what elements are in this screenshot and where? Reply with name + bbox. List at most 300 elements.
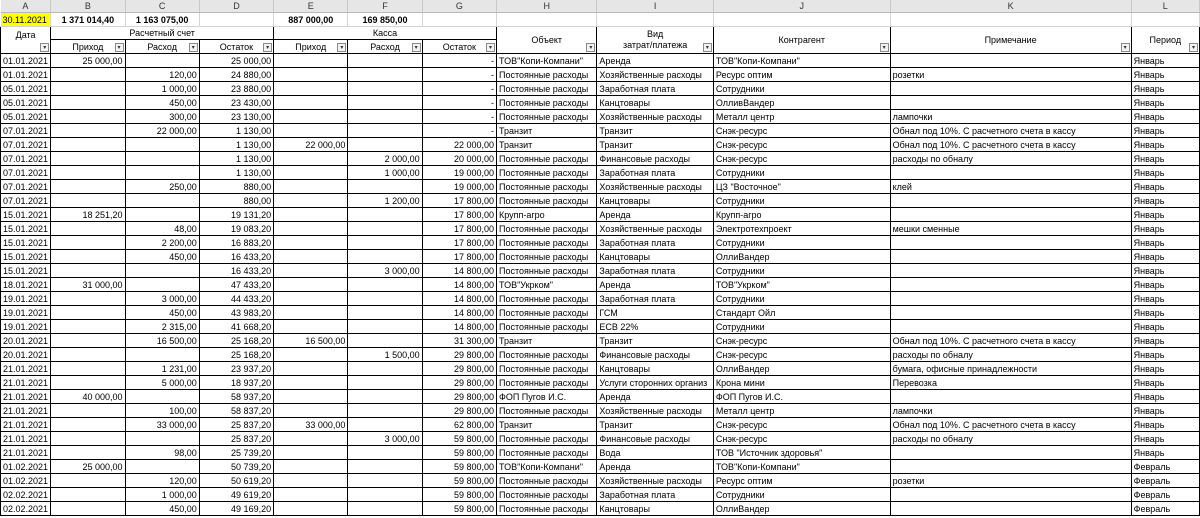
period-cell[interactable]: Январь: [1131, 82, 1199, 96]
date-cell[interactable]: 20.01.2021: [1, 348, 51, 362]
counterparty-cell[interactable]: Снэк-ресурс: [713, 124, 890, 138]
period-cell[interactable]: Февраль: [1131, 460, 1199, 474]
type-cell[interactable]: Финансовые расходы: [597, 152, 713, 166]
period-cell[interactable]: Январь: [1131, 180, 1199, 194]
expense-cell[interactable]: 1 000,00: [125, 488, 199, 502]
balance-cell[interactable]: 23 880,00: [199, 82, 273, 96]
income-cell[interactable]: [51, 82, 125, 96]
expense-cell[interactable]: 450,00: [125, 96, 199, 110]
date-cell[interactable]: 02.02.2021: [1, 488, 51, 502]
object-cell[interactable]: ТОВ"Копи-Компани": [496, 54, 596, 68]
type-cell[interactable]: Хозяйственные расходы: [597, 474, 713, 488]
type-cell[interactable]: Аренда: [597, 390, 713, 404]
type-cell[interactable]: Заработная плата: [597, 264, 713, 278]
type-cell[interactable]: Канцтовары: [597, 502, 713, 516]
cash-income-cell[interactable]: 33 000,00: [274, 418, 348, 432]
empty-cell[interactable]: [713, 13, 890, 27]
cash-balance-cell[interactable]: 22 000,00: [422, 138, 496, 152]
type-cell[interactable]: Заработная плата: [597, 292, 713, 306]
counterparty-cell[interactable]: ТОВ"Укрком": [713, 278, 890, 292]
empty-cell[interactable]: [496, 13, 596, 27]
date-cell[interactable]: 07.01.2021: [1, 124, 51, 138]
date-cell[interactable]: 15.01.2021: [1, 222, 51, 236]
cash-income-cell[interactable]: [274, 96, 348, 110]
header-balance[interactable]: [199, 40, 273, 54]
type-cell[interactable]: Канцтовары: [597, 362, 713, 376]
date-cell[interactable]: 20.01.2021: [1, 334, 51, 348]
filter-dropdown-icon[interactable]: ▾: [880, 43, 889, 52]
cash-expense-cell[interactable]: 3 000,00: [348, 264, 422, 278]
counterparty-cell[interactable]: Сотрудники: [713, 194, 890, 208]
period-cell[interactable]: Январь: [1131, 376, 1199, 390]
counterparty-cell[interactable]: Металл центр: [713, 110, 890, 124]
column-header-g[interactable]: G: [422, 0, 496, 13]
empty-cell[interactable]: [1131, 13, 1199, 27]
period-cell[interactable]: Январь: [1131, 390, 1199, 404]
cash-balance-cell[interactable]: 29 800,00: [422, 404, 496, 418]
balance-cell[interactable]: 880,00: [199, 194, 273, 208]
counterparty-cell[interactable]: ОлливВандер: [713, 96, 890, 110]
object-cell[interactable]: Постоянные расходы: [496, 180, 596, 194]
counterparty-cell[interactable]: Снэк-ресурс: [713, 418, 890, 432]
header-income[interactable]: [51, 40, 125, 54]
expense-cell[interactable]: [125, 348, 199, 362]
period-cell[interactable]: Январь: [1131, 278, 1199, 292]
expense-cell[interactable]: 120,00: [125, 474, 199, 488]
expense-cell[interactable]: 5 000,00: [125, 376, 199, 390]
period-cell[interactable]: Январь: [1131, 292, 1199, 306]
counterparty-cell[interactable]: Сотрудники: [713, 292, 890, 306]
income-cell[interactable]: [51, 110, 125, 124]
income-cell[interactable]: 40 000,00: [51, 390, 125, 404]
filter-dropdown-icon[interactable]: ▾: [115, 43, 124, 52]
period-cell[interactable]: Февраль: [1131, 502, 1199, 516]
object-cell[interactable]: ТОВ"Копи-Компани": [496, 460, 596, 474]
object-cell[interactable]: Постоянные расходы: [496, 264, 596, 278]
period-cell[interactable]: Февраль: [1131, 474, 1199, 488]
cash-balance-cell[interactable]: 14 800,00: [422, 264, 496, 278]
object-cell[interactable]: ФОП Пугов И.С.: [496, 390, 596, 404]
balance-cell[interactable]: 1 130,00: [199, 124, 273, 138]
expense-cell[interactable]: [125, 460, 199, 474]
cash-income-cell[interactable]: [274, 502, 348, 516]
cash-expense-cell[interactable]: [348, 138, 422, 152]
counterparty-cell[interactable]: ТОВ"Копи-Компани": [713, 54, 890, 68]
cash-expense-cell[interactable]: [348, 502, 422, 516]
filter-dropdown-icon[interactable]: ▾: [189, 43, 198, 52]
type-cell[interactable]: Заработная плата: [597, 82, 713, 96]
header-object[interactable]: [496, 27, 596, 54]
type-cell[interactable]: Финансовые расходы: [597, 432, 713, 446]
expense-cell[interactable]: 48,00: [125, 222, 199, 236]
date-cell[interactable]: 01.02.2021: [1, 474, 51, 488]
income-cell[interactable]: [51, 194, 125, 208]
total-income-cell[interactable]: 1 371 014,40: [51, 13, 125, 27]
note-cell[interactable]: [890, 54, 1131, 68]
date-cell[interactable]: 07.01.2021: [1, 138, 51, 152]
column-header-h[interactable]: H: [496, 0, 596, 13]
filter-dropdown-icon[interactable]: ▾: [586, 43, 595, 52]
expense-cell[interactable]: 450,00: [125, 306, 199, 320]
type-cell[interactable]: Канцтовары: [597, 194, 713, 208]
note-cell[interactable]: [890, 488, 1131, 502]
expense-cell[interactable]: [125, 264, 199, 278]
note-cell[interactable]: [890, 306, 1131, 320]
total-cash-expense-cell[interactable]: 169 850,00: [348, 13, 422, 27]
counterparty-cell[interactable]: Стандарт Ойл: [713, 306, 890, 320]
cash-expense-cell[interactable]: [348, 124, 422, 138]
cash-balance-cell[interactable]: -: [422, 68, 496, 82]
cash-expense-cell[interactable]: [348, 222, 422, 236]
expense-cell[interactable]: [125, 194, 199, 208]
cash-income-cell[interactable]: [274, 278, 348, 292]
cash-balance-cell[interactable]: 14 800,00: [422, 306, 496, 320]
cash-expense-cell[interactable]: 1 200,00: [348, 194, 422, 208]
type-cell[interactable]: Хозяйственные расходы: [597, 222, 713, 236]
period-cell[interactable]: Январь: [1131, 152, 1199, 166]
type-cell[interactable]: Заработная плата: [597, 488, 713, 502]
cash-balance-cell[interactable]: 59 800,00: [422, 432, 496, 446]
cash-expense-cell[interactable]: [348, 208, 422, 222]
income-cell[interactable]: [51, 432, 125, 446]
object-cell[interactable]: Постоянные расходы: [496, 292, 596, 306]
header-counterparty[interactable]: [713, 27, 890, 54]
header-type[interactable]: [597, 27, 713, 54]
note-cell[interactable]: [890, 446, 1131, 460]
column-header-l[interactable]: L: [1131, 0, 1199, 13]
period-cell[interactable]: Январь: [1131, 306, 1199, 320]
object-cell[interactable]: Постоянные расходы: [496, 488, 596, 502]
cash-expense-cell[interactable]: [348, 278, 422, 292]
income-cell[interactable]: [51, 152, 125, 166]
column-header-e[interactable]: E: [274, 0, 348, 13]
header-cash-income[interactable]: [274, 40, 348, 54]
balance-cell[interactable]: 44 433,20: [199, 292, 273, 306]
balance-cell[interactable]: 16 883,20: [199, 236, 273, 250]
income-cell[interactable]: [51, 320, 125, 334]
counterparty-cell[interactable]: Сотрудники: [713, 166, 890, 180]
expense-cell[interactable]: 33 000,00: [125, 418, 199, 432]
expense-cell[interactable]: [125, 432, 199, 446]
cash-income-cell[interactable]: [274, 292, 348, 306]
object-cell[interactable]: Транзит: [496, 334, 596, 348]
cash-income-cell[interactable]: 22 000,00: [274, 138, 348, 152]
type-cell[interactable]: Вода: [597, 446, 713, 460]
period-cell[interactable]: Январь: [1131, 236, 1199, 250]
note-cell[interactable]: Обнал под 10%. С расчетного счета в кассу: [890, 418, 1131, 432]
balance-cell[interactable]: 1 130,00: [199, 166, 273, 180]
cash-income-cell[interactable]: [274, 264, 348, 278]
header-account-group[interactable]: Расчетный счет: [51, 27, 274, 40]
note-cell[interactable]: [890, 96, 1131, 110]
note-cell[interactable]: Обнал под 10%. С расчетного счета в кассу: [890, 334, 1131, 348]
balance-cell[interactable]: 880,00: [199, 180, 273, 194]
type-cell[interactable]: Аренда: [597, 278, 713, 292]
type-cell[interactable]: Транзит: [597, 418, 713, 432]
date-cell[interactable]: 07.01.2021: [1, 166, 51, 180]
cash-expense-cell[interactable]: [348, 460, 422, 474]
cash-balance-cell[interactable]: 19 000,00: [422, 166, 496, 180]
empty-cell[interactable]: [422, 13, 496, 27]
cash-balance-cell[interactable]: 17 800,00: [422, 222, 496, 236]
cash-expense-cell[interactable]: [348, 376, 422, 390]
period-cell[interactable]: Январь: [1131, 404, 1199, 418]
counterparty-cell[interactable]: ТОВ "Источник здоровья": [713, 446, 890, 460]
object-cell[interactable]: Постоянные расходы: [496, 502, 596, 516]
balance-cell[interactable]: 19 083,20: [199, 222, 273, 236]
income-cell[interactable]: [51, 306, 125, 320]
balance-cell[interactable]: 1 130,00: [199, 152, 273, 166]
cash-balance-cell[interactable]: -: [422, 54, 496, 68]
object-cell[interactable]: Транзит: [496, 124, 596, 138]
date-cell[interactable]: 21.01.2021: [1, 446, 51, 460]
cash-income-cell[interactable]: [274, 124, 348, 138]
cash-income-cell[interactable]: [274, 446, 348, 460]
object-cell[interactable]: Постоянные расходы: [496, 82, 596, 96]
cash-expense-cell[interactable]: [348, 54, 422, 68]
header-date[interactable]: [1, 27, 51, 54]
income-cell[interactable]: [51, 124, 125, 138]
note-cell[interactable]: расходы по обналу: [890, 152, 1131, 166]
cash-expense-cell[interactable]: [348, 446, 422, 460]
cash-income-cell[interactable]: [274, 376, 348, 390]
date-cell[interactable]: 15.01.2021: [1, 236, 51, 250]
empty-cell[interactable]: [597, 13, 713, 27]
type-cell[interactable]: Транзит: [597, 124, 713, 138]
filter-dropdown-icon[interactable]: ▾: [263, 43, 272, 52]
object-cell[interactable]: Транзит: [496, 138, 596, 152]
type-cell[interactable]: Аренда: [597, 460, 713, 474]
balance-cell[interactable]: 58 837,20: [199, 404, 273, 418]
type-cell[interactable]: ЕСВ 22%: [597, 320, 713, 334]
period-cell[interactable]: Январь: [1131, 208, 1199, 222]
empty-cell[interactable]: [890, 13, 1131, 27]
object-cell[interactable]: Постоянные расходы: [496, 68, 596, 82]
income-cell[interactable]: [51, 334, 125, 348]
total-date-cell[interactable]: 30.11.2021: [1, 13, 51, 27]
note-cell[interactable]: Обнал под 10%. С расчетного счета в кассу: [890, 138, 1131, 152]
income-cell[interactable]: [51, 474, 125, 488]
cash-income-cell[interactable]: [274, 166, 348, 180]
note-cell[interactable]: розетки: [890, 68, 1131, 82]
type-cell[interactable]: Хозяйственные расходы: [597, 404, 713, 418]
balance-cell[interactable]: 43 983,20: [199, 306, 273, 320]
filter-dropdown-icon[interactable]: ▾: [703, 43, 712, 52]
period-cell[interactable]: Январь: [1131, 138, 1199, 152]
type-cell[interactable]: Хозяйственные расходы: [597, 68, 713, 82]
income-cell[interactable]: [51, 166, 125, 180]
note-cell[interactable]: [890, 82, 1131, 96]
cash-expense-cell[interactable]: [348, 306, 422, 320]
expense-cell[interactable]: [125, 208, 199, 222]
counterparty-cell[interactable]: Ресурс оптим: [713, 474, 890, 488]
cash-expense-cell[interactable]: [348, 110, 422, 124]
cash-income-cell[interactable]: [274, 488, 348, 502]
type-cell[interactable]: Транзит: [597, 334, 713, 348]
counterparty-cell[interactable]: ОллиВандер: [713, 502, 890, 516]
balance-cell[interactable]: 24 880,00: [199, 68, 273, 82]
balance-cell[interactable]: 58 937,20: [199, 390, 273, 404]
income-cell[interactable]: [51, 96, 125, 110]
cash-balance-cell[interactable]: 17 800,00: [422, 194, 496, 208]
income-cell[interactable]: [51, 138, 125, 152]
income-cell[interactable]: [51, 418, 125, 432]
type-cell[interactable]: Аренда: [597, 54, 713, 68]
cash-balance-cell[interactable]: 29 800,00: [422, 390, 496, 404]
expense-cell[interactable]: 16 500,00: [125, 334, 199, 348]
income-cell[interactable]: [51, 362, 125, 376]
column-header-a[interactable]: A: [1, 0, 51, 13]
period-cell[interactable]: Январь: [1131, 194, 1199, 208]
counterparty-cell[interactable]: ЦЗ "Восточное": [713, 180, 890, 194]
counterparty-cell[interactable]: Сотрудники: [713, 320, 890, 334]
expense-cell[interactable]: 100,00: [125, 404, 199, 418]
cash-balance-cell[interactable]: 17 800,00: [422, 208, 496, 222]
counterparty-cell[interactable]: Крона мини: [713, 376, 890, 390]
income-cell[interactable]: [51, 222, 125, 236]
counterparty-cell[interactable]: Сотрудники: [713, 82, 890, 96]
balance-cell[interactable]: 23 937,20: [199, 362, 273, 376]
cash-expense-cell[interactable]: [348, 474, 422, 488]
header-expense[interactable]: [125, 40, 199, 54]
income-cell[interactable]: 25 000,00: [51, 54, 125, 68]
expense-cell[interactable]: 3 000,00: [125, 292, 199, 306]
object-cell[interactable]: Постоянные расходы: [496, 446, 596, 460]
cash-balance-cell[interactable]: -: [422, 82, 496, 96]
note-cell[interactable]: [890, 264, 1131, 278]
filter-dropdown-icon[interactable]: ▾: [40, 43, 49, 52]
date-cell[interactable]: 02.02.2021: [1, 502, 51, 516]
income-cell[interactable]: [51, 250, 125, 264]
empty-cell[interactable]: [199, 13, 273, 27]
balance-cell[interactable]: 19 131,20: [199, 208, 273, 222]
type-cell[interactable]: Канцтовары: [597, 250, 713, 264]
expense-cell[interactable]: 22 000,00: [125, 124, 199, 138]
period-cell[interactable]: Январь: [1131, 222, 1199, 236]
filter-dropdown-icon[interactable]: ▾: [486, 43, 495, 52]
date-cell[interactable]: 21.01.2021: [1, 432, 51, 446]
balance-cell[interactable]: 49 619,20: [199, 488, 273, 502]
expense-cell[interactable]: 98,00: [125, 446, 199, 460]
counterparty-cell[interactable]: ТОВ"Копи-Компани": [713, 460, 890, 474]
date-cell[interactable]: 19.01.2021: [1, 292, 51, 306]
object-cell[interactable]: Постоянные расходы: [496, 166, 596, 180]
cash-expense-cell[interactable]: [348, 390, 422, 404]
cash-balance-cell[interactable]: -: [422, 96, 496, 110]
object-cell[interactable]: Транзит: [496, 418, 596, 432]
counterparty-cell[interactable]: Ресурс оптим: [713, 68, 890, 82]
cash-income-cell[interactable]: [274, 348, 348, 362]
note-cell[interactable]: [890, 292, 1131, 306]
balance-cell[interactable]: 25 739,20: [199, 446, 273, 460]
income-cell[interactable]: [51, 292, 125, 306]
date-cell[interactable]: 07.01.2021: [1, 152, 51, 166]
period-cell[interactable]: Январь: [1131, 432, 1199, 446]
cash-balance-cell[interactable]: 20 000,00: [422, 152, 496, 166]
note-cell[interactable]: [890, 236, 1131, 250]
object-cell[interactable]: Постоянные расходы: [496, 348, 596, 362]
date-cell[interactable]: 21.01.2021: [1, 404, 51, 418]
date-cell[interactable]: 15.01.2021: [1, 250, 51, 264]
date-cell[interactable]: 15.01.2021: [1, 264, 51, 278]
counterparty-cell[interactable]: ОллиВандер: [713, 250, 890, 264]
date-cell[interactable]: 01.01.2021: [1, 54, 51, 68]
filter-dropdown-icon[interactable]: ▾: [337, 43, 346, 52]
cash-balance-cell[interactable]: 29 800,00: [422, 376, 496, 390]
cash-expense-cell[interactable]: [348, 334, 422, 348]
header-cash-balance[interactable]: [422, 40, 496, 54]
balance-cell[interactable]: 47 433,20: [199, 278, 273, 292]
object-cell[interactable]: Постоянные расходы: [496, 222, 596, 236]
object-cell[interactable]: Постоянные расходы: [496, 236, 596, 250]
note-cell[interactable]: [890, 250, 1131, 264]
expense-cell[interactable]: 250,00: [125, 180, 199, 194]
date-cell[interactable]: 18.01.2021: [1, 278, 51, 292]
cash-income-cell[interactable]: [274, 54, 348, 68]
object-cell[interactable]: Крупп-агро: [496, 208, 596, 222]
income-cell[interactable]: [51, 446, 125, 460]
counterparty-cell[interactable]: Снэк-ресурс: [713, 138, 890, 152]
cash-income-cell[interactable]: [274, 194, 348, 208]
expense-cell[interactable]: [125, 54, 199, 68]
cash-expense-cell[interactable]: [348, 96, 422, 110]
object-cell[interactable]: Постоянные расходы: [496, 404, 596, 418]
type-cell[interactable]: Хозяйственные расходы: [597, 180, 713, 194]
cash-expense-cell[interactable]: [348, 82, 422, 96]
cash-income-cell[interactable]: [274, 474, 348, 488]
cash-expense-cell[interactable]: [348, 320, 422, 334]
income-cell[interactable]: [51, 488, 125, 502]
cash-income-cell[interactable]: [274, 404, 348, 418]
cash-balance-cell[interactable]: 59 800,00: [422, 488, 496, 502]
cash-expense-cell[interactable]: 1 000,00: [348, 166, 422, 180]
type-cell[interactable]: Финансовые расходы: [597, 348, 713, 362]
counterparty-cell[interactable]: Сотрудники: [713, 488, 890, 502]
income-cell[interactable]: [51, 376, 125, 390]
cash-balance-cell[interactable]: 31 300,00: [422, 334, 496, 348]
balance-cell[interactable]: 25 000,00: [199, 54, 273, 68]
date-cell[interactable]: 07.01.2021: [1, 194, 51, 208]
cash-income-cell[interactable]: [274, 208, 348, 222]
total-expense-cell[interactable]: 1 163 075,00: [125, 13, 199, 27]
cash-income-cell[interactable]: [274, 250, 348, 264]
counterparty-cell[interactable]: Снэк-ресурс: [713, 152, 890, 166]
cash-income-cell[interactable]: [274, 306, 348, 320]
cash-balance-cell[interactable]: 59 800,00: [422, 502, 496, 516]
cash-income-cell[interactable]: [274, 68, 348, 82]
cash-income-cell[interactable]: [274, 82, 348, 96]
cash-income-cell[interactable]: [274, 432, 348, 446]
type-cell[interactable]: Аренда: [597, 208, 713, 222]
note-cell[interactable]: расходы по обналу: [890, 348, 1131, 362]
date-cell[interactable]: 05.01.2021: [1, 96, 51, 110]
type-cell[interactable]: Заработная плата: [597, 236, 713, 250]
cash-expense-cell[interactable]: [348, 292, 422, 306]
object-cell[interactable]: Постоянные расходы: [496, 96, 596, 110]
period-cell[interactable]: Январь: [1131, 110, 1199, 124]
expense-cell[interactable]: 300,00: [125, 110, 199, 124]
expense-cell[interactable]: [125, 138, 199, 152]
cash-balance-cell[interactable]: 62 800,00: [422, 418, 496, 432]
counterparty-cell[interactable]: Металл центр: [713, 404, 890, 418]
balance-cell[interactable]: 41 668,20: [199, 320, 273, 334]
date-cell[interactable]: 19.01.2021: [1, 306, 51, 320]
date-cell[interactable]: 07.01.2021: [1, 180, 51, 194]
expense-cell[interactable]: [125, 166, 199, 180]
object-cell[interactable]: Постоянные расходы: [496, 110, 596, 124]
note-cell[interactable]: [890, 320, 1131, 334]
note-cell[interactable]: лампочки: [890, 110, 1131, 124]
